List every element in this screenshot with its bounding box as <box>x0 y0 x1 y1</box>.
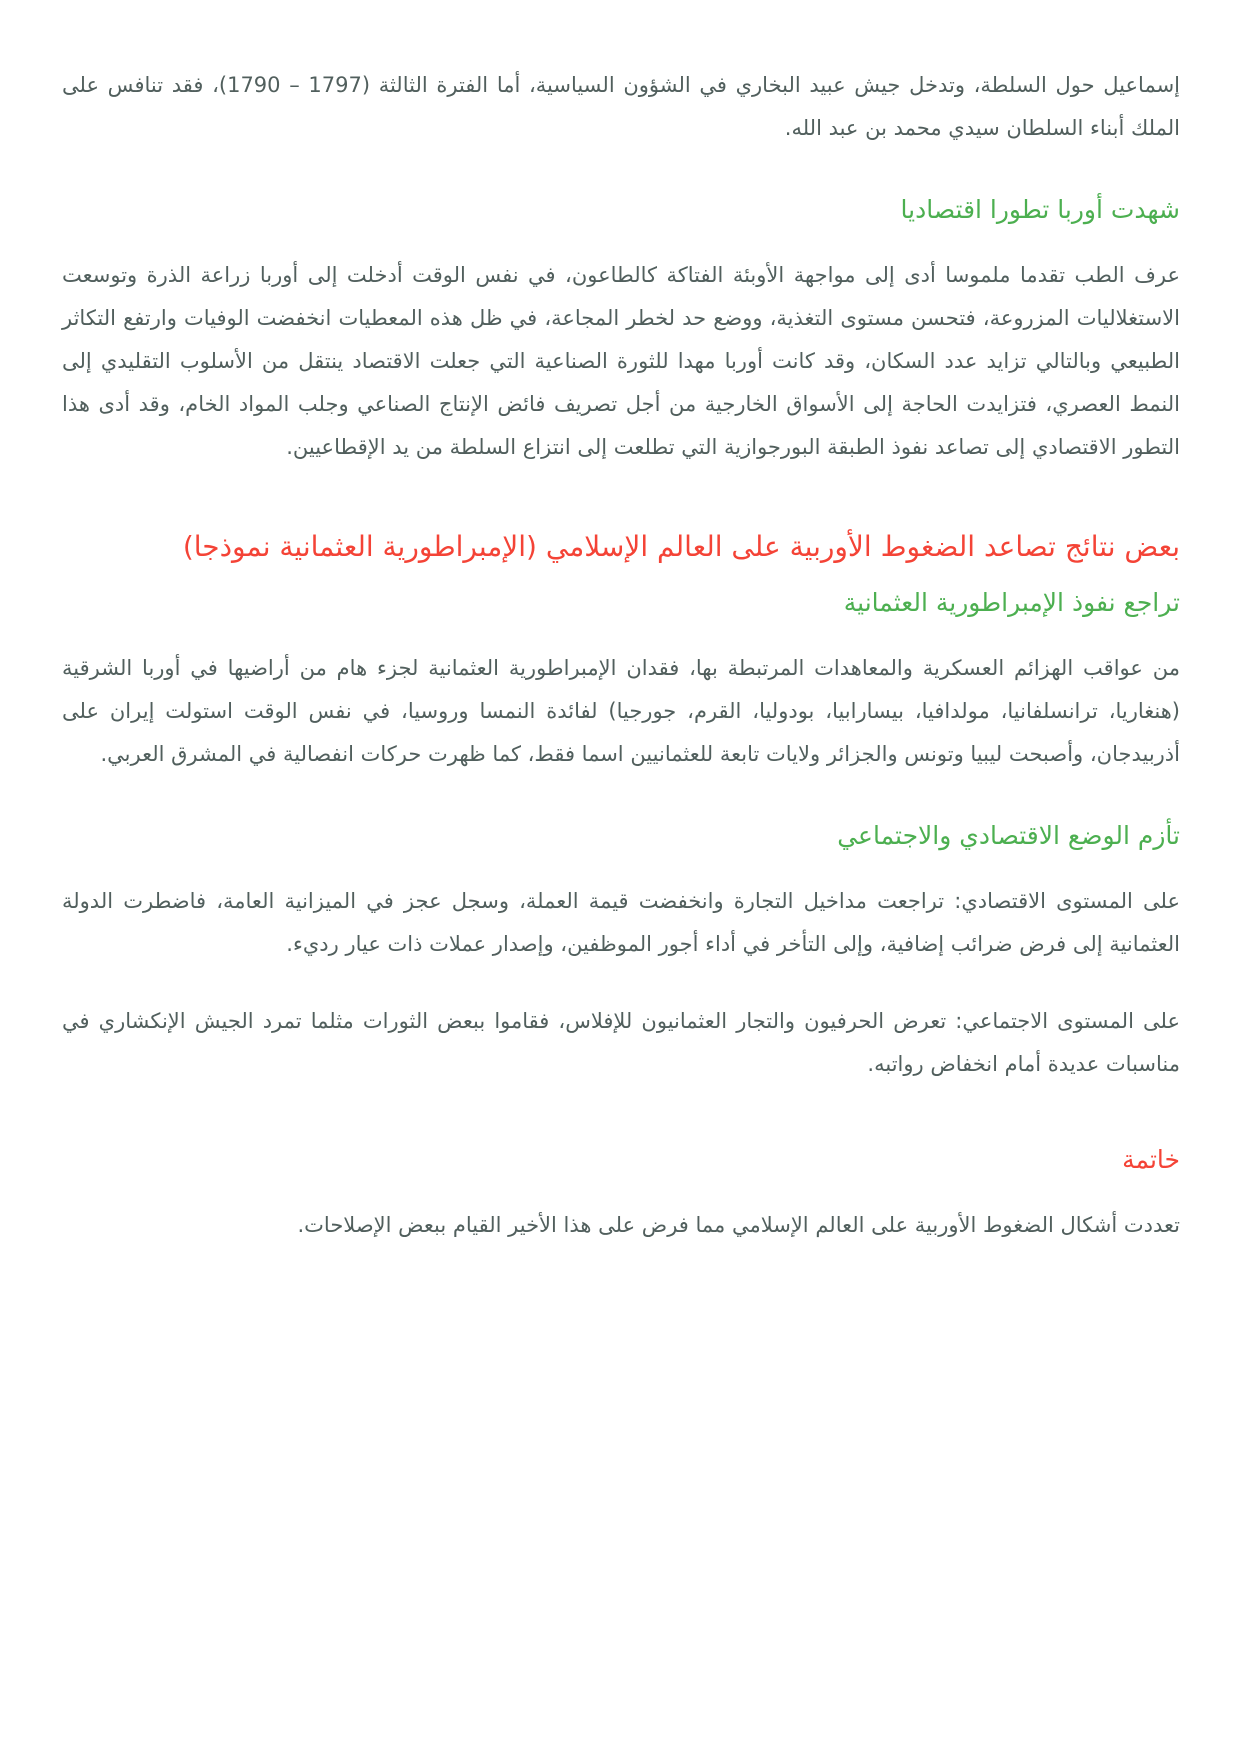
paragraph-conclusion: تعددت أشكال الضغوط الأوربية على العالم الإسلامي مما فرض على هذا الأخير القيام ببعض الإصلاحات. <box>297 1213 1180 1237</box>
heading-ottoman-influence-decline: تراجع نفوذ الإمبراطورية العثمانية <box>843 588 1180 617</box>
paragraph-europe-economic-development: عرف الطب تقدما ملموسا أدى إلى مواجهة الأوبئة الفتاكة كالطاعون، في نفس الوقت أدخلت إلى أوربا زراعة الذرة وتوسعت الاستغلاليات المزروعة، فتحسن مستوى التغذية، ووضع حد لخطر المجاعة، في ظل هذه المعطيات انخفضت الوفيات وارتفع التكاثر الطبيعي وبالتالي تزايد عدد السكان، وقد كانت أوربا مهدا للثورة الصناعية التي جعلت الاقتصاد ينتقل من الأسلوب التقليدي إلى النمط العصري، فتزايدت الحاجة إلى الأسواق الخارجية من أجل تصريف فائض الإنتاج الصناعي وجلب المواد الخام، وقد أدى هذا التطور الاقتصادي إلى تصاعد نفوذ الطبقة البورجوازية التي تطلعت إلى انتزاع السلطة من يد الإقطاعيين. <box>62 263 1180 459</box>
intro-paragraph: إسماعيل حول السلطة، وتدخل جيش عبيد البخاري في الشؤون السياسية، أما الفترة الثالثة ⁦(1790 – 1797)⁩، فقد تنافس على الملك أبناء السلطان سيدي محمد بن عبد الله. <box>62 73 1181 140</box>
paragraph-economic-level: على المستوى الاقتصادي: تراجعت مداخيل التجارة وانخفضت قيمة العملة، وسجل عجز في الميزانية العامة، فاضطرت الدولة العثمانية إلى فرض ضرائب إضافية، وإلى التأخر في أداء أجور الموظفين، وإصدار عملات ذات عيار رديء. <box>62 889 1180 956</box>
heading-economic-social-crisis: تأزم الوضع الاقتصادي والاجتماعي <box>837 821 1180 850</box>
heading-europe-economic-development: شهدت أوربا تطورا اقتصاديا <box>900 195 1180 224</box>
paragraph-ottoman-influence-decline: من عواقب الهزائم العسكرية والمعاهدات المرتبطة بها، فقدان الإمبراطورية العثمانية لجزء هام من أراضيها في أوربا الشرقية (هنغاريا، ترانسلفانيا، مولدافيا، بيسارابيا، بودوليا، القرم، جورجيا) لفائدة النمسا وروسيا، في نفس الوقت استولت إيران على أذربيدجان، وأصبحت ليبيا وتونس والجزائر ولايات تابعة للعثمانيين اسما فقط، كما ظهرت حركات انفصالية في المشرق العربي. <box>62 656 1180 766</box>
heading-european-pressure-results: بعض نتائج تصاعد الضغوط الأوربية على العالم الإسلامي (الإمبراطورية العثمانية نموذجا) <box>182 530 1180 563</box>
heading-conclusion: خاتمة <box>1122 1145 1180 1174</box>
paragraph-social-level: على المستوى الاجتماعي: تعرض الحرفيون والتجار العثمانيون للإفلاس، فقاموا ببعض الثورات مثلما تمرد الجيش الإنكشاري في مناسبات عديدة أمام انخفاض رواتبه. <box>62 1009 1180 1076</box>
